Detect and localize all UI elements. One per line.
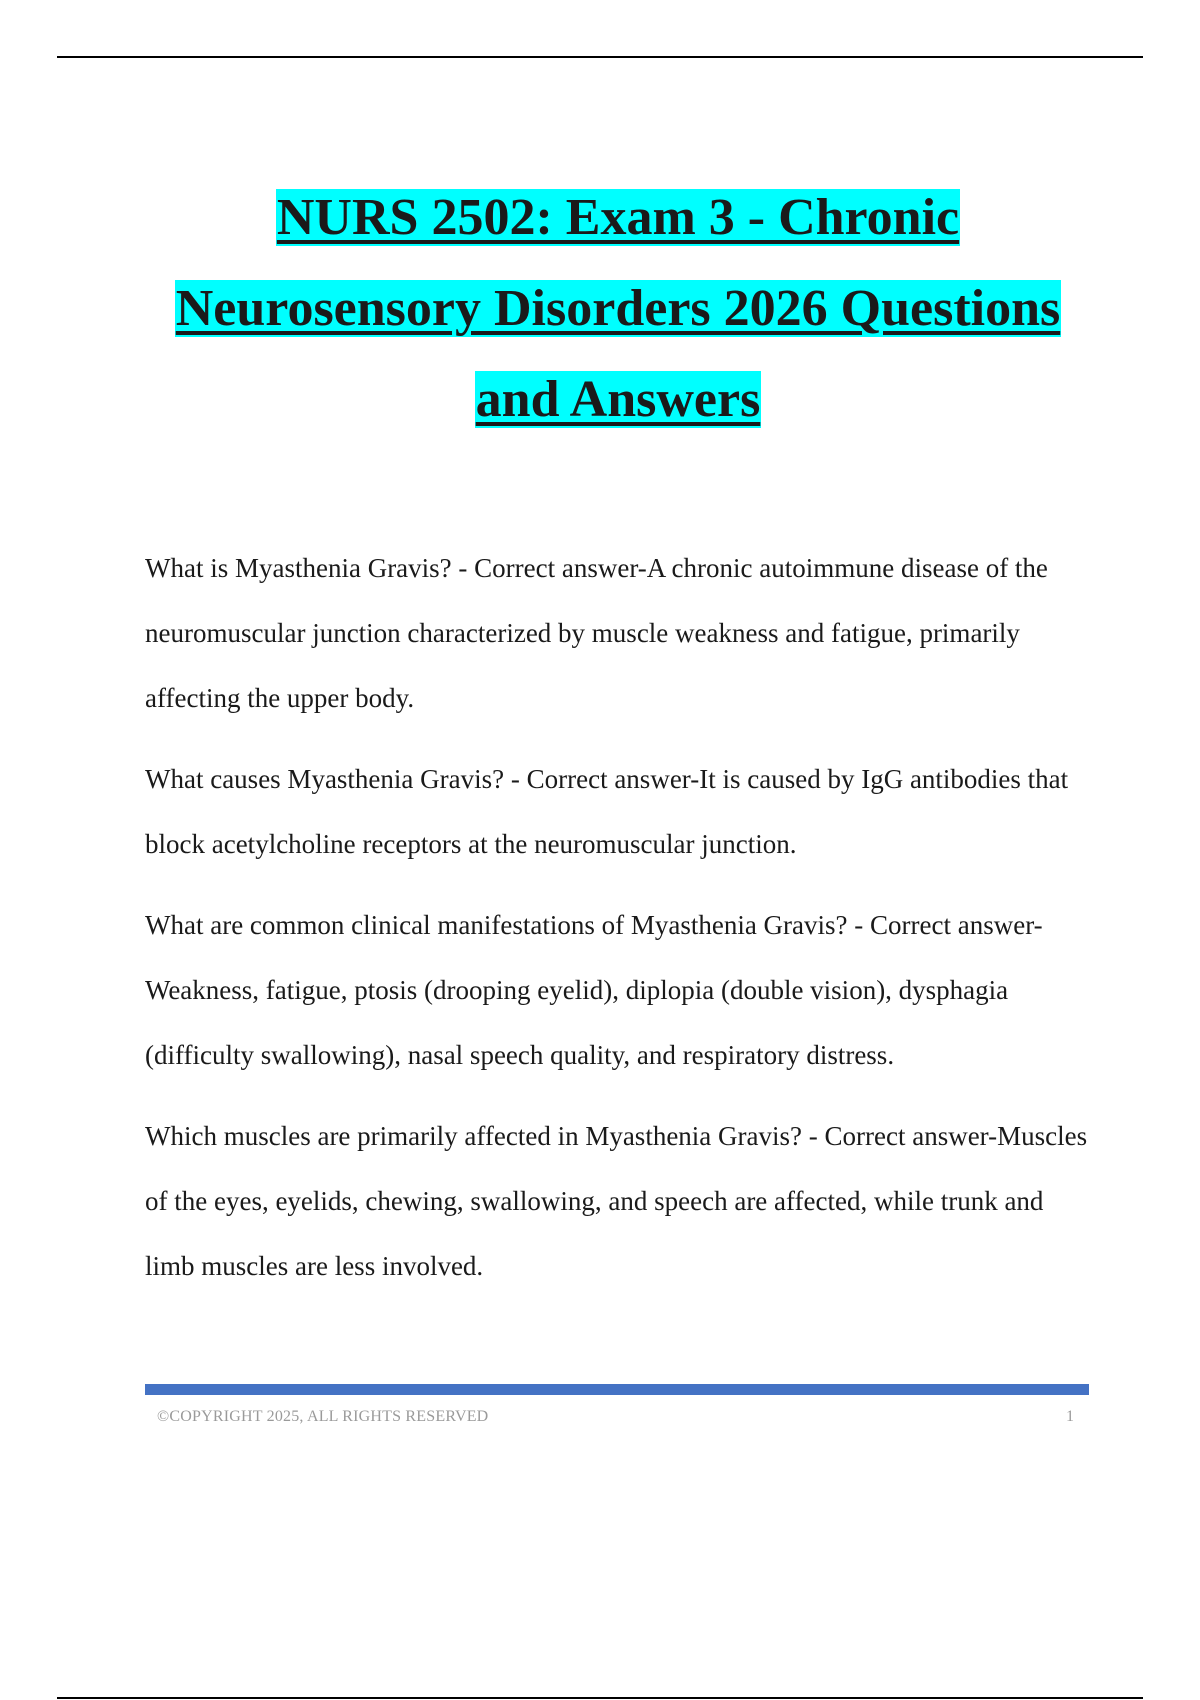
title-line-3: and Answers <box>475 371 761 428</box>
document-title <box>100 172 1136 445</box>
qa-item: Which muscles are primarily affected in Myasthenia Gravis? - Correct answer-Muscles of the eyes, eyelids, chewing, swallowing, and speech are affected, while trunk and limb muscles are less involved. <box>145 1121 1088 1281</box>
title-line-1: NURS 2502: Exam 3 - Chronic <box>276 189 960 246</box>
bottom-rule <box>57 1697 1143 1699</box>
page-number: 1 <box>1066 1408 1074 1425</box>
footer-copyright: ©COPYRIGHT 2025, ALL RIGHTS RESERVED <box>157 1408 489 1425</box>
title-line-2: Neurosensory Disorders 2026 Questions <box>175 280 1061 337</box>
qa-item: What causes Myasthenia Gravis? - Correct answer-It is caused by IgG antibodies that block acetylcholine receptors at the neuromuscular junction. <box>145 764 1069 859</box>
qa-item: What is Myasthenia Gravis? - Correct answer-A chronic autoimmune disease of the neuromuscular junction characterized by muscle weakness and fatigue, primarily affecting the upper body. <box>145 553 1048 713</box>
qa-item: What are common clinical manifestations of Myasthenia Gravis? - Correct answer-Weakness, fatigue, ptosis (drooping eyelid), diplopia (double vision), dysphagia (difficulty swallowing), nasal speech quality, and respiratory distress. <box>145 910 1043 1070</box>
qa-list <box>145 536 1095 1315</box>
top-rule <box>57 56 1143 58</box>
footer-bar <box>145 1384 1089 1395</box>
